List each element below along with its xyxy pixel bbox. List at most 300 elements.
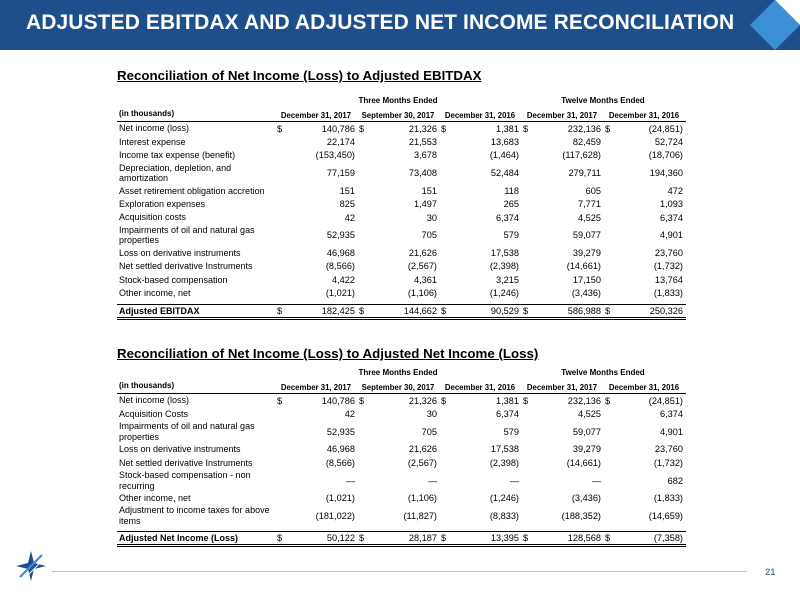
cell-value: (18,706) <box>648 150 683 161</box>
column-header: December 31, 2017 <box>278 111 354 122</box>
column-header-row <box>117 380 686 394</box>
value-cell <box>521 532 603 544</box>
table-row <box>117 224 686 246</box>
cell-value: (1,021) <box>325 493 355 504</box>
table-row <box>117 505 686 527</box>
row-label: Net settled derivative Instruments <box>119 261 253 272</box>
value-cell <box>439 149 521 162</box>
column-header: December 31, 2016 <box>442 111 518 122</box>
cell-value: 73,408 <box>408 168 437 179</box>
value-cell <box>603 184 685 197</box>
value-cell <box>275 162 357 184</box>
value-cell <box>521 198 603 211</box>
cell-value: 52,484 <box>490 168 519 179</box>
value-cell <box>357 421 439 443</box>
cell-value: 6,374 <box>660 409 683 420</box>
value-cell <box>357 287 439 300</box>
cell-value: 52,724 <box>654 137 683 148</box>
value-cell <box>603 505 685 527</box>
value-cell <box>603 246 685 259</box>
currency-symbol: $ <box>359 532 365 543</box>
value-cell <box>357 273 439 286</box>
currency-symbol: $ <box>441 305 447 316</box>
cell-value: (3,436) <box>571 288 601 299</box>
cell-value: 52,935 <box>326 426 355 437</box>
value-cell <box>603 394 685 407</box>
value-cell <box>357 470 439 492</box>
value-cell <box>357 394 439 407</box>
table-row <box>117 443 686 456</box>
value-cell <box>275 492 357 505</box>
cell-value: (24,851) <box>648 123 683 134</box>
cell-value: 17,538 <box>490 248 519 259</box>
value-cell <box>603 407 685 420</box>
row-label: Net income (loss) <box>119 395 190 406</box>
value-cell <box>439 407 521 420</box>
value-cell <box>275 135 357 148</box>
value-cell <box>439 287 521 300</box>
corner-accent-icon <box>750 0 800 50</box>
cell-value: 42 <box>344 409 355 420</box>
currency-symbol: $ <box>441 123 447 134</box>
cell-value: 7,771 <box>578 199 601 210</box>
column-header: December 31, 2017 <box>524 383 600 394</box>
cell-value: 82,459 <box>572 137 601 148</box>
value-cell <box>603 305 685 317</box>
cell-value: 46,968 <box>326 248 355 259</box>
row-label: Adjustment to income taxes for above items <box>119 505 270 526</box>
table-row <box>117 184 686 197</box>
units-label: (in thousands) <box>119 109 175 118</box>
cell-value: 21,326 <box>408 123 437 134</box>
value-cell <box>603 198 685 211</box>
value-cell <box>275 224 357 246</box>
table-row <box>117 122 686 135</box>
column-header: September 30, 2017 <box>361 383 435 392</box>
value-cell <box>521 260 603 273</box>
cell-value: 1,497 <box>414 199 437 210</box>
period-twelve-months: Twelve Months Ended <box>561 368 645 377</box>
row-label: Loss on derivative instruments <box>119 247 241 258</box>
value-cell <box>439 470 521 492</box>
cell-value: (117,628) <box>562 150 601 161</box>
cell-value: (1,833) <box>653 493 683 504</box>
page-number: 21 <box>765 567 776 578</box>
cell-value: (24,851) <box>648 395 683 406</box>
ebitdax-reconciliation-table <box>117 94 686 320</box>
table-row <box>117 421 686 443</box>
row-label: Acquisition costs <box>119 212 187 223</box>
value-cell <box>521 184 603 197</box>
value-cell <box>439 443 521 456</box>
value-cell <box>439 273 521 286</box>
cell-value: — <box>427 475 437 486</box>
cell-value: 682 <box>667 475 683 486</box>
value-cell <box>521 394 603 407</box>
value-cell <box>275 184 357 197</box>
column-header: December 31, 2016 <box>606 383 682 394</box>
value-cell <box>357 305 439 317</box>
value-cell <box>603 260 685 273</box>
value-cell <box>521 122 603 135</box>
period-twelve-months: Twelve Months Ended <box>561 96 645 105</box>
column-header: December 31, 2016 <box>606 111 682 122</box>
value-cell <box>439 532 521 544</box>
value-cell <box>357 492 439 505</box>
value-cell <box>439 260 521 273</box>
value-cell <box>357 122 439 135</box>
cell-value: 151 <box>421 185 437 196</box>
title-banner <box>0 0 800 50</box>
cell-value: 23,760 <box>654 444 683 455</box>
value-cell <box>439 135 521 148</box>
value-cell <box>603 273 685 286</box>
cell-value: 250,326 <box>649 305 683 316</box>
value-cell <box>357 456 439 469</box>
currency-symbol: $ <box>605 123 611 134</box>
cell-value: 118 <box>504 185 519 196</box>
currency-symbol: $ <box>359 123 365 134</box>
value-cell <box>439 456 521 469</box>
value-cell <box>603 224 685 246</box>
table-row <box>117 492 686 505</box>
cell-value: 30 <box>426 409 437 420</box>
cell-value: 1,093 <box>660 199 683 210</box>
row-label: Stock-based compensation - non recurring <box>119 470 251 491</box>
cell-value: (1,464) <box>489 150 519 161</box>
value-cell <box>357 532 439 544</box>
cell-value: (14,661) <box>566 457 601 468</box>
value-cell <box>275 149 357 162</box>
value-cell <box>439 421 521 443</box>
period-three-months: Three Months Ended <box>358 96 438 105</box>
currency-symbol: $ <box>359 305 365 316</box>
row-label: Asset retirement obligation accretion <box>119 185 265 196</box>
cell-value: 182,425 <box>321 305 355 316</box>
value-cell <box>275 532 357 544</box>
cell-value: (1,106) <box>407 288 437 299</box>
column-header: December 31, 2017 <box>524 111 600 122</box>
total-row <box>117 531 686 547</box>
units-label: (in thousands) <box>119 381 175 390</box>
value-cell <box>275 505 357 527</box>
cell-value: 705 <box>421 426 437 437</box>
cell-value: 13,395 <box>490 532 519 543</box>
row-label: Loss on derivative instruments <box>119 444 241 455</box>
total-row <box>117 304 686 320</box>
cell-value: (1,732) <box>653 261 683 272</box>
value-cell <box>521 162 603 184</box>
row-label: Other income, net <box>119 493 191 503</box>
value-cell <box>357 198 439 211</box>
value-cell <box>521 224 603 246</box>
value-cell <box>275 198 357 211</box>
cell-value: 579 <box>503 230 519 241</box>
cell-value: (14,659) <box>648 510 683 521</box>
value-cell <box>357 443 439 456</box>
cell-value: 1,381 <box>496 123 519 134</box>
cell-value: 4,422 <box>332 274 355 285</box>
row-label: Income tax expense (benefit) <box>119 150 236 161</box>
value-cell <box>603 421 685 443</box>
value-cell <box>275 260 357 273</box>
cell-value: 13,764 <box>654 274 683 285</box>
row-label: Adjusted Net Income (Loss) <box>119 532 239 543</box>
currency-symbol: $ <box>523 395 529 406</box>
cell-value: 90,529 <box>490 305 519 316</box>
cell-value: 42 <box>344 212 355 223</box>
row-label: Interest expense <box>119 136 186 147</box>
cell-value: 28,187 <box>408 532 437 543</box>
cell-value: 21,626 <box>408 248 437 259</box>
table-row <box>117 470 686 492</box>
cell-value: (2,398) <box>489 457 519 468</box>
value-cell <box>521 273 603 286</box>
value-cell <box>521 287 603 300</box>
table-row <box>117 135 686 148</box>
currency-symbol: $ <box>605 305 611 316</box>
value-cell <box>357 135 439 148</box>
value-cell <box>439 224 521 246</box>
cell-value: 22,174 <box>326 137 355 148</box>
currency-symbol: $ <box>523 305 529 316</box>
cell-value: (1,021) <box>325 288 355 299</box>
value-cell <box>439 162 521 184</box>
table-row <box>117 456 686 469</box>
currency-symbol: $ <box>523 123 529 134</box>
table-row <box>117 198 686 211</box>
row-label: Acquisition Costs <box>119 408 189 419</box>
cell-value: 4,901 <box>660 230 683 241</box>
value-cell <box>603 162 685 184</box>
currency-symbol: $ <box>523 532 529 543</box>
table-row <box>117 394 686 407</box>
value-cell <box>275 122 357 135</box>
value-cell <box>357 260 439 273</box>
cell-value: 46,968 <box>326 444 355 455</box>
cell-value: (3,436) <box>571 493 601 504</box>
cell-value: 140,786 <box>321 395 355 406</box>
row-label: Net income (loss) <box>119 123 190 134</box>
value-cell <box>275 456 357 469</box>
cell-value: 825 <box>339 199 355 210</box>
value-cell <box>603 149 685 162</box>
value-cell <box>603 443 685 456</box>
value-cell <box>521 456 603 469</box>
cell-value: (11,827) <box>403 510 437 521</box>
cell-value: (181,022) <box>315 510 355 521</box>
cell-value: 3,215 <box>496 274 519 285</box>
cell-value: 1,381 <box>496 395 519 406</box>
value-cell <box>603 456 685 469</box>
value-cell <box>357 184 439 197</box>
row-label: Stock-based compensation <box>119 274 228 285</box>
currency-symbol: $ <box>277 123 283 134</box>
value-cell <box>439 394 521 407</box>
cell-value: — <box>591 475 601 486</box>
cell-value: 144,662 <box>403 305 437 316</box>
value-cell <box>275 443 357 456</box>
currency-symbol: $ <box>277 532 283 543</box>
cell-value: 265 <box>503 199 519 210</box>
cell-value: 52,935 <box>326 230 355 241</box>
cell-value: (14,661) <box>566 261 601 272</box>
slide-title: ADJUSTED EBITDAX AND ADJUSTED NET INCOME RECONCILIATION <box>26 11 735 34</box>
cell-value: — <box>345 475 355 486</box>
value-cell <box>439 492 521 505</box>
cell-value: 232,136 <box>567 123 601 134</box>
cell-value: (1,732) <box>653 457 683 468</box>
table-row <box>117 149 686 162</box>
column-header: December 31, 2016 <box>442 383 518 394</box>
period-header-row <box>117 94 686 108</box>
cell-value: (8,566) <box>325 457 355 468</box>
currency-symbol: $ <box>441 395 447 406</box>
value-cell <box>357 149 439 162</box>
value-cell <box>439 211 521 224</box>
cell-value: 472 <box>667 185 683 196</box>
cell-value: 39,279 <box>572 248 601 259</box>
row-label: Exploration expenses <box>119 199 206 209</box>
cell-value: 6,374 <box>660 212 683 223</box>
cell-value: 4,525 <box>578 409 601 420</box>
cell-value: 6,374 <box>496 212 519 223</box>
value-cell <box>357 407 439 420</box>
value-cell <box>275 287 357 300</box>
row-label: Net settled derivative Instruments <box>119 457 253 468</box>
cell-value: (1,246) <box>489 288 519 299</box>
table-row <box>117 246 686 259</box>
value-cell <box>603 492 685 505</box>
cell-value: 279,711 <box>568 168 601 179</box>
cell-value: 128,568 <box>567 532 601 543</box>
value-cell <box>521 407 603 420</box>
cell-value: (8,833) <box>489 510 519 521</box>
cell-value: 579 <box>503 426 519 437</box>
net-income-reconciliation-table <box>117 366 686 547</box>
cell-value: 151 <box>339 185 355 196</box>
currency-symbol: $ <box>277 305 283 316</box>
value-cell <box>521 421 603 443</box>
cell-value: 13,683 <box>490 137 519 148</box>
table-row <box>117 162 686 184</box>
cell-value: 59,077 <box>572 426 601 437</box>
value-cell <box>521 470 603 492</box>
cell-value: 4,525 <box>578 212 601 223</box>
table-row <box>117 407 686 420</box>
value-cell <box>275 407 357 420</box>
value-cell <box>275 470 357 492</box>
cell-value: 77,159 <box>326 168 355 179</box>
cell-value: (153,450) <box>315 150 355 161</box>
cell-value: (2,398) <box>489 261 519 272</box>
cell-value: 586,988 <box>567 305 601 316</box>
row-label: Adjusted EBITDAX <box>119 305 200 316</box>
value-cell <box>275 211 357 224</box>
row-label: Impairments of oil and natural gas properties <box>119 421 255 442</box>
ebitdax-table-title: Reconciliation of Net Income (Loss) to Adjusted EBITDAX <box>117 68 482 83</box>
footer-divider <box>52 571 747 572</box>
column-header-row <box>117 108 686 122</box>
company-logo-icon <box>14 549 48 583</box>
column-header: September 30, 2017 <box>361 111 435 120</box>
cell-value: 17,150 <box>572 274 601 285</box>
value-cell <box>357 246 439 259</box>
value-cell <box>439 305 521 317</box>
table-row <box>117 211 686 224</box>
value-cell <box>603 470 685 492</box>
row-label: Depreciation, depletion, and amortization <box>119 162 232 184</box>
currency-symbol: $ <box>277 395 283 406</box>
cell-value: 21,626 <box>408 444 437 455</box>
cell-value: 30 <box>426 212 437 223</box>
currency-symbol: $ <box>605 532 611 543</box>
net-income-table-title: Reconciliation of Net Income (Loss) to Adjusted Net Income (Loss) <box>117 346 539 361</box>
value-cell <box>439 184 521 197</box>
cell-value: 39,279 <box>572 444 601 455</box>
value-cell <box>439 505 521 527</box>
value-cell <box>521 443 603 456</box>
cell-value: 605 <box>585 185 601 196</box>
cell-value: (2,567) <box>407 457 437 468</box>
cell-value: 6,374 <box>496 409 519 420</box>
cell-value: (8,566) <box>325 261 355 272</box>
value-cell <box>521 211 603 224</box>
cell-value: 59,077 <box>572 230 601 241</box>
value-cell <box>275 246 357 259</box>
cell-value: 232,136 <box>567 395 601 406</box>
value-cell <box>439 246 521 259</box>
cell-value: 3,678 <box>414 150 437 161</box>
value-cell <box>521 246 603 259</box>
cell-value: (1,106) <box>407 493 437 504</box>
cell-value: (188,352) <box>561 510 601 521</box>
cell-value: 4,901 <box>660 426 683 437</box>
column-header: December 31, 2017 <box>278 383 354 394</box>
cell-value: 194,360 <box>649 168 683 179</box>
value-cell <box>603 287 685 300</box>
cell-value: 140,786 <box>321 123 355 134</box>
cell-value: — <box>509 475 519 486</box>
value-cell <box>275 273 357 286</box>
cell-value: (1,246) <box>489 493 519 504</box>
value-cell <box>603 135 685 148</box>
value-cell <box>439 122 521 135</box>
value-cell <box>603 122 685 135</box>
cell-value: 21,326 <box>408 395 437 406</box>
value-cell <box>275 305 357 317</box>
value-cell <box>521 305 603 317</box>
table-row <box>117 273 686 286</box>
cell-value: 705 <box>421 230 437 241</box>
value-cell <box>357 211 439 224</box>
cell-value: (1,833) <box>653 288 683 299</box>
value-cell <box>357 224 439 246</box>
cell-value: 17,538 <box>490 444 519 455</box>
value-cell <box>603 532 685 544</box>
currency-symbol: $ <box>605 395 611 406</box>
value-cell <box>275 421 357 443</box>
value-cell <box>521 505 603 527</box>
value-cell <box>521 149 603 162</box>
value-cell <box>357 162 439 184</box>
cell-value: 21,553 <box>408 137 437 148</box>
value-cell <box>439 198 521 211</box>
row-label: Other income, net <box>119 287 191 298</box>
currency-symbol: $ <box>359 395 365 406</box>
value-cell <box>275 394 357 407</box>
period-header-row <box>117 366 686 380</box>
